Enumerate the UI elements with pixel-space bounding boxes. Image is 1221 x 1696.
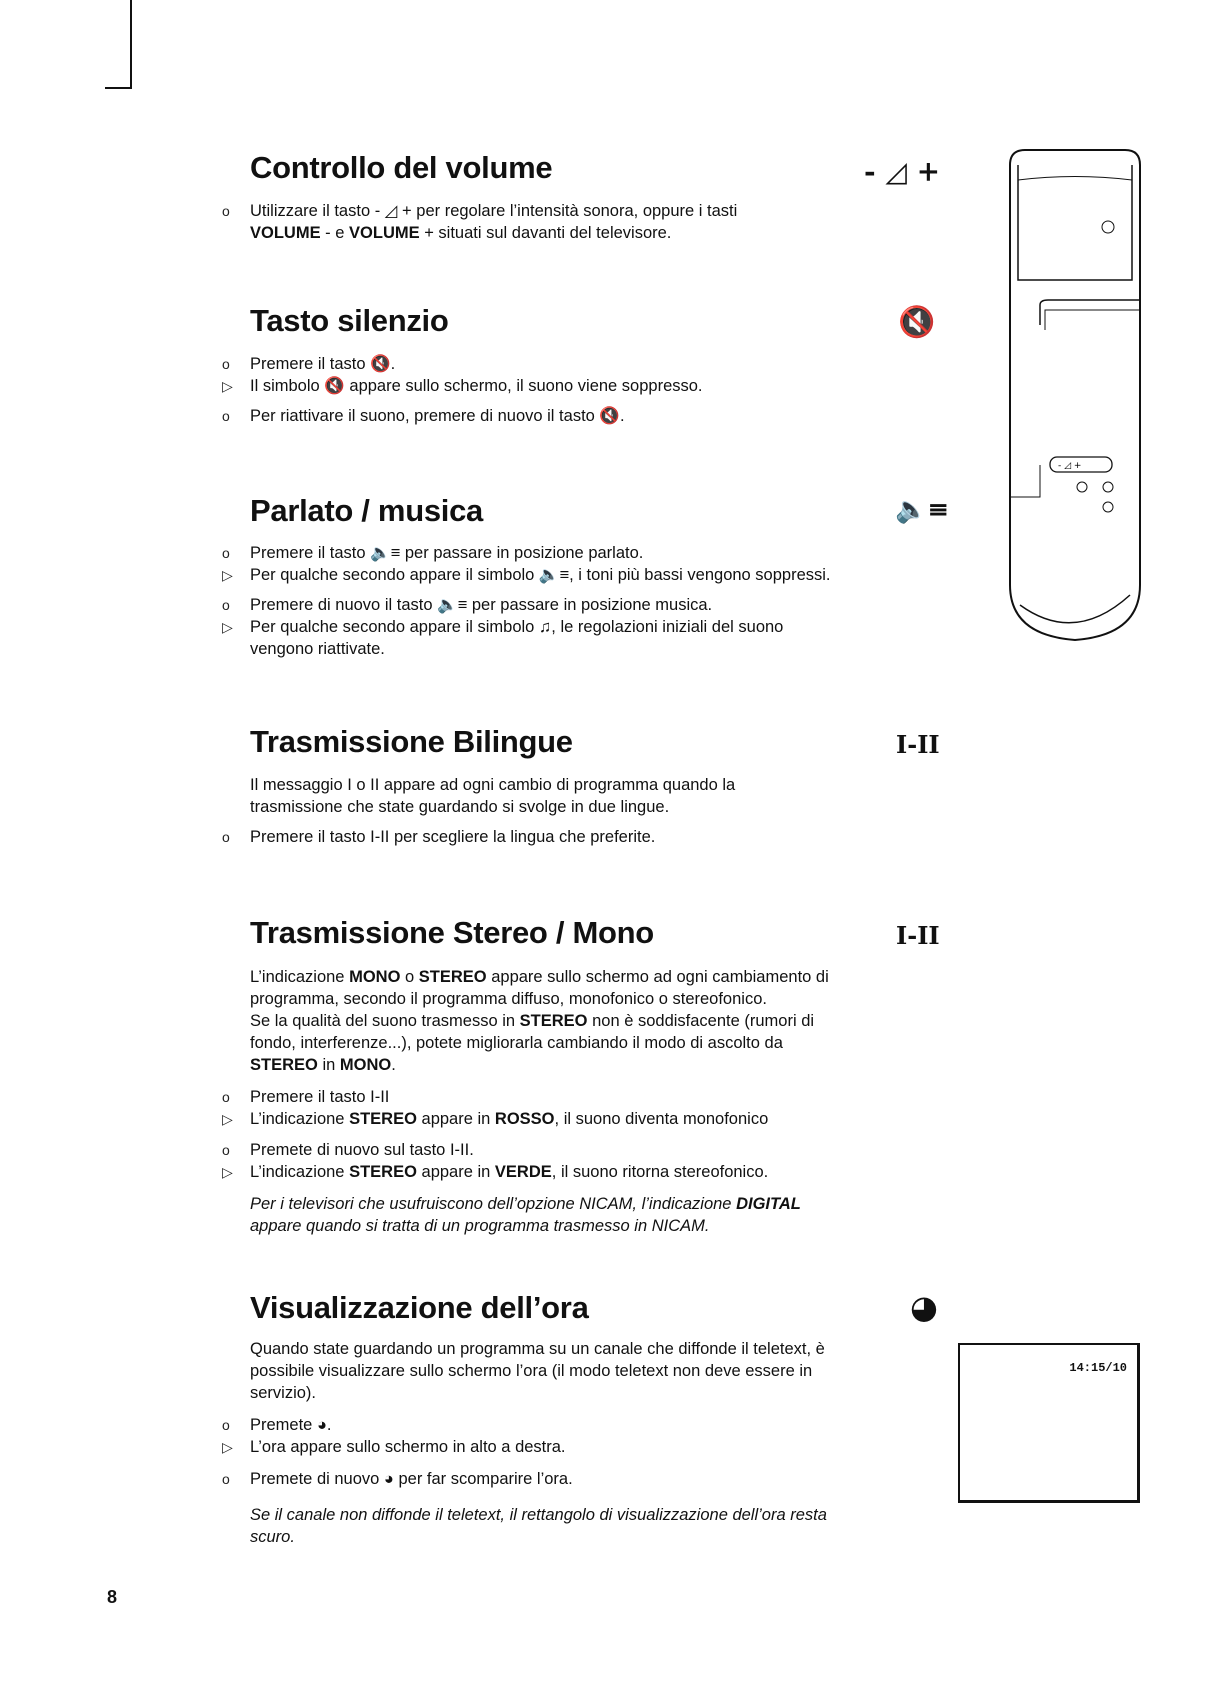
paragraph-line: possibile visualizzare sullo schermo l’ora (il modo teletext non deve essere in: [250, 1362, 813, 1380]
crop-mark: [105, 87, 132, 89]
instruction-text: Utilizzare il tasto - ◿ + per regolare l’intensità sonora, oppure i tasti: [250, 202, 738, 220]
instruction-text: Premete di nuovo ◕ per far scomparire l’ora.: [250, 1470, 573, 1488]
paragraph-line: programma, secondo il programma diffuso, monofonico o stereofonico.: [250, 990, 767, 1008]
remote-control-illustration: [1000, 145, 1150, 665]
mute-icon: 🔇: [898, 305, 936, 340]
paragraph-line: Il messaggio I o II appare ad ogni cambio di programma quando la: [250, 776, 736, 794]
instruction-text: L’indicazione STEREO appare in VERDE, il suono ritorna stereofonico.: [250, 1163, 769, 1181]
bullet-marker: o: [222, 545, 230, 561]
list-item: [222, 638, 385, 660]
note-line: Se il canale non diffonde il teletext, il rettangolo di visualizzazione dell’ora resta: [250, 1506, 827, 1524]
result-marker: ▷: [222, 1164, 233, 1180]
paragraph-line: servizio).: [250, 1384, 317, 1402]
list-item: [222, 200, 737, 222]
list-item: [222, 826, 655, 848]
list-item: [222, 542, 643, 564]
crop-mark: [130, 0, 132, 88]
list-item: [222, 1139, 474, 1161]
instruction-text: Per qualche secondo appare il simbolo ♫, le regolazioni iniziali del suono: [250, 618, 784, 636]
bullet-marker: o: [222, 1471, 230, 1487]
bullet-marker: o: [222, 356, 230, 372]
instruction-text: Premere il tasto 🔇.: [250, 355, 396, 373]
instruction-text: Premere il tasto I-II: [250, 1088, 390, 1106]
list-item: [222, 1414, 332, 1436]
list-item: [222, 1436, 566, 1458]
instruction-text: vengono riattivate.: [250, 640, 385, 658]
instruction-text: L’indicazione STEREO appare in ROSSO, il suono diventa monofonico: [250, 1110, 769, 1128]
bullet-marker: o: [222, 597, 230, 613]
result-marker: ▷: [222, 1439, 233, 1455]
result-marker: ▷: [222, 567, 233, 583]
section-title-bilingual: Trasmissione Bilingue: [250, 724, 573, 759]
bilingual-key-icon: I-II: [896, 730, 940, 759]
section-title-volume: Controllo del volume: [250, 150, 553, 185]
list-item: [222, 1161, 768, 1183]
paragraph-line: STEREO in MONO.: [250, 1056, 396, 1074]
section-title-clock: Visualizzazione dell’ora: [250, 1290, 589, 1325]
paragraph-line: L’indicazione MONO o STEREO appare sullo schermo ad ogni cambiamento di: [250, 968, 829, 986]
clock-icon: ◕: [910, 1288, 938, 1326]
section-title-mute: Tasto silenzio: [250, 303, 449, 338]
note-line: Per i televisori che usufruiscono dell’opzione NICAM, l’indicazione DIGITAL: [250, 1195, 801, 1213]
bullet-marker: o: [222, 829, 230, 845]
speech-music-icon: 🔈≡: [895, 495, 950, 525]
instruction-text: VOLUME - e VOLUME + situati sul davanti del televisore.: [250, 224, 672, 242]
list-item: [222, 594, 712, 616]
paragraph-line: Se la qualità del suono trasmesso in STEREO non è soddisfacente (rumori di: [250, 1012, 815, 1030]
result-marker: ▷: [222, 1111, 233, 1127]
bullet-marker: o: [222, 203, 230, 219]
bullet-marker: o: [222, 1089, 230, 1105]
list-item: [222, 405, 625, 427]
list-item: [222, 222, 671, 244]
instruction-text: Il simbolo 🔇 appare sullo schermo, il suono viene soppresso.: [250, 377, 703, 395]
bullet-marker: o: [222, 1417, 230, 1433]
stereo-mono-key-icon: I-II: [896, 921, 940, 950]
note-line: scuro.: [250, 1528, 295, 1546]
paragraph-line: Quando state guardando un programma su un canale che diffonde il teletext, è: [250, 1340, 825, 1358]
result-marker: ▷: [222, 619, 233, 635]
list-item: [222, 353, 395, 375]
list-item: [222, 1108, 768, 1130]
list-item: [222, 564, 831, 586]
list-item: [222, 375, 703, 397]
instruction-text: L’ora appare sullo schermo in alto a destra.: [250, 1438, 566, 1456]
result-marker: ▷: [222, 378, 233, 394]
instruction-text: Per qualche secondo appare il simbolo 🔈≡, i toni più bassi vengono soppressi.: [250, 566, 831, 584]
svg-text:- ◿ +: - ◿ +: [1058, 461, 1082, 471]
section-title-speech-music: Parlato / musica: [250, 493, 483, 528]
volume-key-icon: - ◿ +: [864, 155, 941, 188]
instruction-text: Premere il tasto I-II per scegliere la lingua che preferite.: [250, 828, 656, 846]
list-item: [222, 1086, 389, 1108]
tv-screen-illustration: [958, 1343, 1140, 1503]
clock-readout: 14:15/10: [1069, 1361, 1127, 1375]
instruction-text: Premete ◕.: [250, 1416, 332, 1434]
bullet-marker: o: [222, 1142, 230, 1158]
instruction-text: Premere il tasto 🔈≡ per passare in posizione parlato.: [250, 544, 644, 562]
page-number: 8: [107, 1587, 118, 1607]
instruction-text: Per riattivare il suono, premere di nuovo il tasto 🔇.: [250, 407, 625, 425]
section-title-stereo-mono: Trasmissione Stereo / Mono: [250, 915, 654, 950]
instruction-text: Premete di nuovo sul tasto I-II.: [250, 1141, 474, 1159]
paragraph-line: fondo, interferenze...), potete migliorarla cambiando il modo di ascolto da: [250, 1034, 783, 1052]
bullet-marker: o: [222, 408, 230, 424]
list-item: [222, 616, 783, 638]
paragraph-line: trasmissione che state guardando si svolge in due lingue.: [250, 798, 670, 816]
instruction-text: Premere di nuovo il tasto 🔈≡ per passare in posizione musica.: [250, 596, 713, 614]
note-line: appare quando si tratta di un programma trasmesso in NICAM.: [250, 1217, 710, 1235]
list-item: [222, 1468, 573, 1490]
